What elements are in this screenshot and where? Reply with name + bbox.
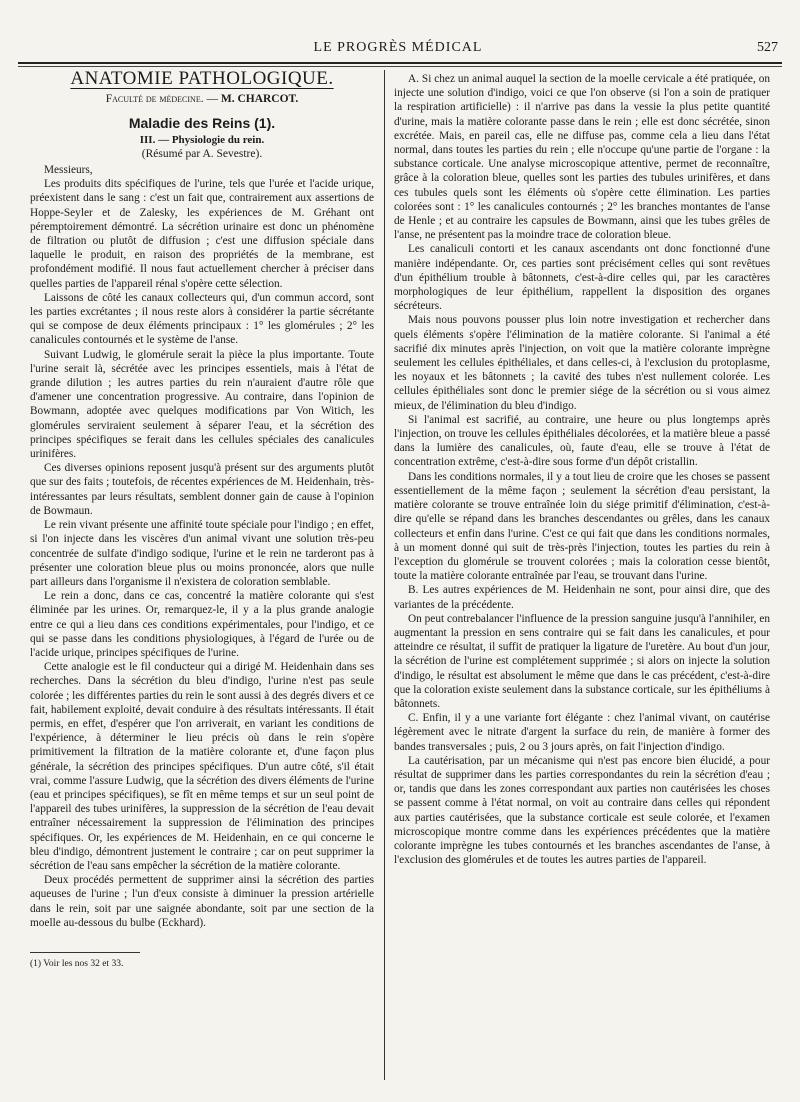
- paragraph: Ces diverses opinions reposent jusqu'à présent sur des arguments plutôt que sur des faits ; toutefois, de récentes expériences de M. Heidenhain, très-intéressantes par leurs résultats, semblent donner gain de cause à l'opinion de Bowmaun.: [30, 462, 374, 517]
- left-column: [30, 68, 374, 971]
- paragraph: On peut contrebalancer l'influence de la pression sanguine jusqu'à l'annihiler, en augmentant la pression en sens contraire qui se fait dans les canalicules, et pour atteindre ce résultat, il suffit de pratiquer la ligature de l'uretère. Au bout d'un jour, la sécrétion de l'urine est complétement supprimée ; si alors on injecte la solution d'indigo, le résultat est absolument le même que dans le cas précédent, c'est-à-dire que la coloration existe seulement dans la substance corticale, sur les épithéliums à bâtonnets.: [394, 612, 770, 710]
- summary-credit: (Résumé par A. Sevestre).: [141, 147, 263, 160]
- footnote-rule: [30, 952, 140, 953]
- footnote: (1) Voir les nos 32 et 33.: [30, 958, 124, 969]
- lecture-title: Maladie des Reins (1).: [128, 115, 276, 132]
- header-rule: [18, 62, 782, 64]
- paragraph: Le rein vivant présente une affinité toute spéciale pour l'indigo ; en effet, si l'on injecte dans les viscères d'un animal vivant une solution très-peu concentrée de sulfate d'indigo sodique, l'urine et le rein ne tarderont pas à présenter une coloration bleue plus ou moins prononcée, alors que nulle part ailleurs dans l'organisme il n'existera de coloration semblable.: [30, 519, 374, 588]
- paragraph: Mais nous pouvons pousser plus loin notre investigation et rechercher dans quels éléments s'opère l'élimination de la matière colorante. Si l'animal a été sacrifié dix minutes après l'injection, on voit que la matière colorante imprègne seulement les cellules épithéliales, et dans celles-ci, à l'exclusion du protoplasme, les noyaux et les bâtonnets ; la cavité des tubes n'est nullement colorée. Les cellules épithéliales sont donc le premier siége de la sécrétion ou si vous aimez mieux, de l'élimination du bleu d'indigo.: [394, 314, 770, 412]
- paragraph: Cette analogie est le fil conducteur qui a dirigé M. Heidenhain dans ses recherches. Dans la sécrétion du bleu d'indigo, l'urine n'est pas seule colorée ; les différentes parties du rein le sont aussi à des degrés divers et ce fait, habilement exploité, devait conduire à des résultats intéressants. Il était permis, en effet, d'espérer que l'on arriverait, en variant les conditions de l'expérience, à déterminer le lieu précis où dans le rein s'opère primitivement la filtration de la matière colorante et, d'une façon plus générale, la sécrétion des principes spécifiques. D'un autre côté, s'il était vrai, comme l'assure Ludwig, que la sécrétion des divers éléments de l'urine (eau et principes spécifiques), se fît en même temps et sur un seul point de l'appareil des tubes urinifères, la suppression de la sécrétion de l'eau devait entraîner nécessairement la suppression de l'élimination des principes spécifiques. Or, les expériences de M. Heidenhain, en ce qui concerne le bleu d'indigo, démontrent justement le contraire ; car on peut supprimer la sécrétion de l'eau sans empêcher la sécrétion de la matière colorante.: [30, 661, 374, 872]
- running-title: LE PROGRÈS MÉDICAL: [313, 40, 483, 55]
- column-divider: [384, 70, 385, 1080]
- paragraph: Laissons de côté les canaux collecteurs qui, d'un commun accord, sont les parties excrétantes ; il nous reste alors à considérer la partie sécrétante qui se compose de deux éléments principaux : 1° les glomérules ; 2° les canalicules contournés et le système de l'anse.: [30, 291, 374, 347]
- salutation: Messieurs,: [44, 164, 93, 177]
- paragraph: Deux procédés permettent de supprimer ainsi la sécrétion des parties aqueuses de l'urine ; l'un d'eux consiste à diminuer la pression artérielle dans le rein, soit par une saignée abondante, soit par une section de la moelle au-dessous du bulbe (Eckhard).: [30, 874, 374, 929]
- faculty-line: [30, 92, 374, 106]
- paragraph: Les canaliculi contorti et les canaux ascendants ont donc fonctionné d'une manière indépendante. Or, ces parties sont précisément celles qui sont revêtues d'un épithélium trouble à bâtonnets, c'est-à-dire celles qui, par les caractères morphologiques de leur épithélium, rappellent la disposition des organes sécréteurs.: [394, 243, 770, 313]
- paragraph: Dans les conditions normales, il y a tout lieu de croire que les choses se passent essentiellement de la même façon ; seulement la sécrétion d'eau persistant, la matière colorante se trouve entraînée loin du siége primitif d'élimination, c'est-à-dire qu'elle se répand dans les branches descendantes ou grêles, dans les canaux collecteurs et enfin dans l'urine. C'est ce qui fait que dans les conditions normales, à un moment donné qui suit de très-près l'injection, toutes les parties du rein à l'exception du glomérule se trouvent colorées ; mais la coloration cesse bientôt, toute la matière colorante entraînée par l'eau, se trouvant dans l'urine.: [394, 470, 770, 583]
- page-header: [18, 38, 778, 60]
- right-column: [394, 72, 770, 867]
- page-number: 527: [757, 40, 778, 55]
- faculty-name: Faculté de médecine. —: [105, 93, 218, 106]
- professor-name: M. CHARCOT.: [220, 93, 299, 106]
- paragraph: A. Si chez un animal auquel la section de la moelle cervicale a été pratiquée, on injecte une solution d'indigo, voici ce que l'on observe (si l'on a soin de pratiquer la respiration artificielle) : il n'arrive pas dans la vessie la plus petite quantité d'urine, mais la matière colorante passe dans le rein ; elle est donc sécrétée, sinon excrétée. Mais, en pareil cas, elle ne diffuse pas, comme cela a lieu dans l'état normal, dans toutes les parties du rein ; elle n'occupe qu'une partie de l'organe : la substance corticale. Une analyse microscopique attentive, permet de reconnaître, grâce à la coloration bleue, quelles sont les parties des tubules urinifères, et dans ces tubules quels sont les éléments où s'opère cette élimination. Les parties colorées sont : 1° les canalicules contournés ; 2° les branches montantes de l'anse de Henle ; et au contraire les capsules de Bowmann, ainsi que les tubes grêles de l'anse, ne présentent pas la moindre trace de coloration bleue.: [394, 73, 770, 242]
- paragraph: Le rein a donc, dans ce cas, concentré la matière colorante qui s'est éliminée par les urines. Or, remarquez-le, il y a la plus grande analogie entre ce qui a lieu dans ces conditions expérimentales, pour l'indigo, et ce qui se passe dans les conditions physiologiques, à l'égard de l'urée ou de l'acide urique, principes spécifiques de l'urine.: [30, 590, 374, 659]
- paragraph: La cautérisation, par un mécanisme qui n'est pas encore bien élucidé, a pour résultat de supprimer dans les parties correspondantes du rein la sécrétion d'eau ; or, tandis que dans les zones correspondant aux parties non cautérisées les choses se passent comme à l'état normal, on voit au contraire dans celles qui répondent aux parties cautérisées, que la substance corticale est seule colorée, et l'examen microscopique montre comme dans les expériences précédentes que la matière colorante imprègne les tubes contournés et les branches ascendantes de l'anse, à l'exclusion des glomérules et de toutes les autres parties de l'appareil.: [394, 754, 770, 867]
- paragraph: Suivant Ludwig, le glomérule serait la pièce la plus importante. Toute l'urine serait là, sécrétée avec les principes essentiels, mais à l'état de grande dilution ; les autres parties du rein n'auraient d'autre rôle que d'amener une concentration progressive. Au contraire, dans l'opinion de Bowmann, adoptée avec quelques modifications par Von Witich, les glomérules serviraient seulement à séparer l'eau, et la sécrétion des principes spécifiques se ferait dans les cellules spéciales des canalicules urinifères.: [30, 348, 374, 461]
- paragraph: Les produits dits spécifiques de l'urine, tels que l'urée et l'acide urique, préexistent dans le sang : c'est un fait que, contrairement aux assertions de Hoppe-Seyler et de Zalesky, les expériences de M. Gréhant ont péremptoirement démontré. La sécrétion urinaire est donc un phénomène de filtration ou plutôt de diffusion ; c'est une diffusion spéciale dans laquelle le produit, en raison des propriétés de la membrane, est profondément modifié. Il nous faut actuellement chercher à préciser dans quelles parties de l'appareil rénal s'opère cette sélection.: [30, 178, 374, 290]
- lecture-subtitle: III. — Physiologie du rein.: [139, 133, 265, 146]
- paragraph: B. Les autres expériences de M. Heidenhain ne sont, pour ainsi dire, que des variantes de la précédente.: [394, 584, 770, 611]
- paragraph: C. Enfin, il y a une variante fort élégante : chez l'animal vivant, on cautérise légèrement avec le nitrate d'argent la surface du rein, de manière à former des bandes transversales ; puis, 2 ou 3 jours après, on fait l'injection d'indigo.: [394, 712, 770, 753]
- header-rule-thin: [18, 66, 782, 67]
- paragraph: Si l'animal est sacrifié, au contraire, une heure ou plus longtemps après l'injection, on trouve les cellules épithéliales décolorées, et la matière bleue a passé dans la lumière des canalicules, où, faute d'eau, elle se trouve à l'état de concentration extrême, c'est-à-dire sous forme d'un dépôt cristallin.: [394, 413, 770, 469]
- section-title: ANATOMIE PATHOLOGIQUE.: [70, 68, 334, 89]
